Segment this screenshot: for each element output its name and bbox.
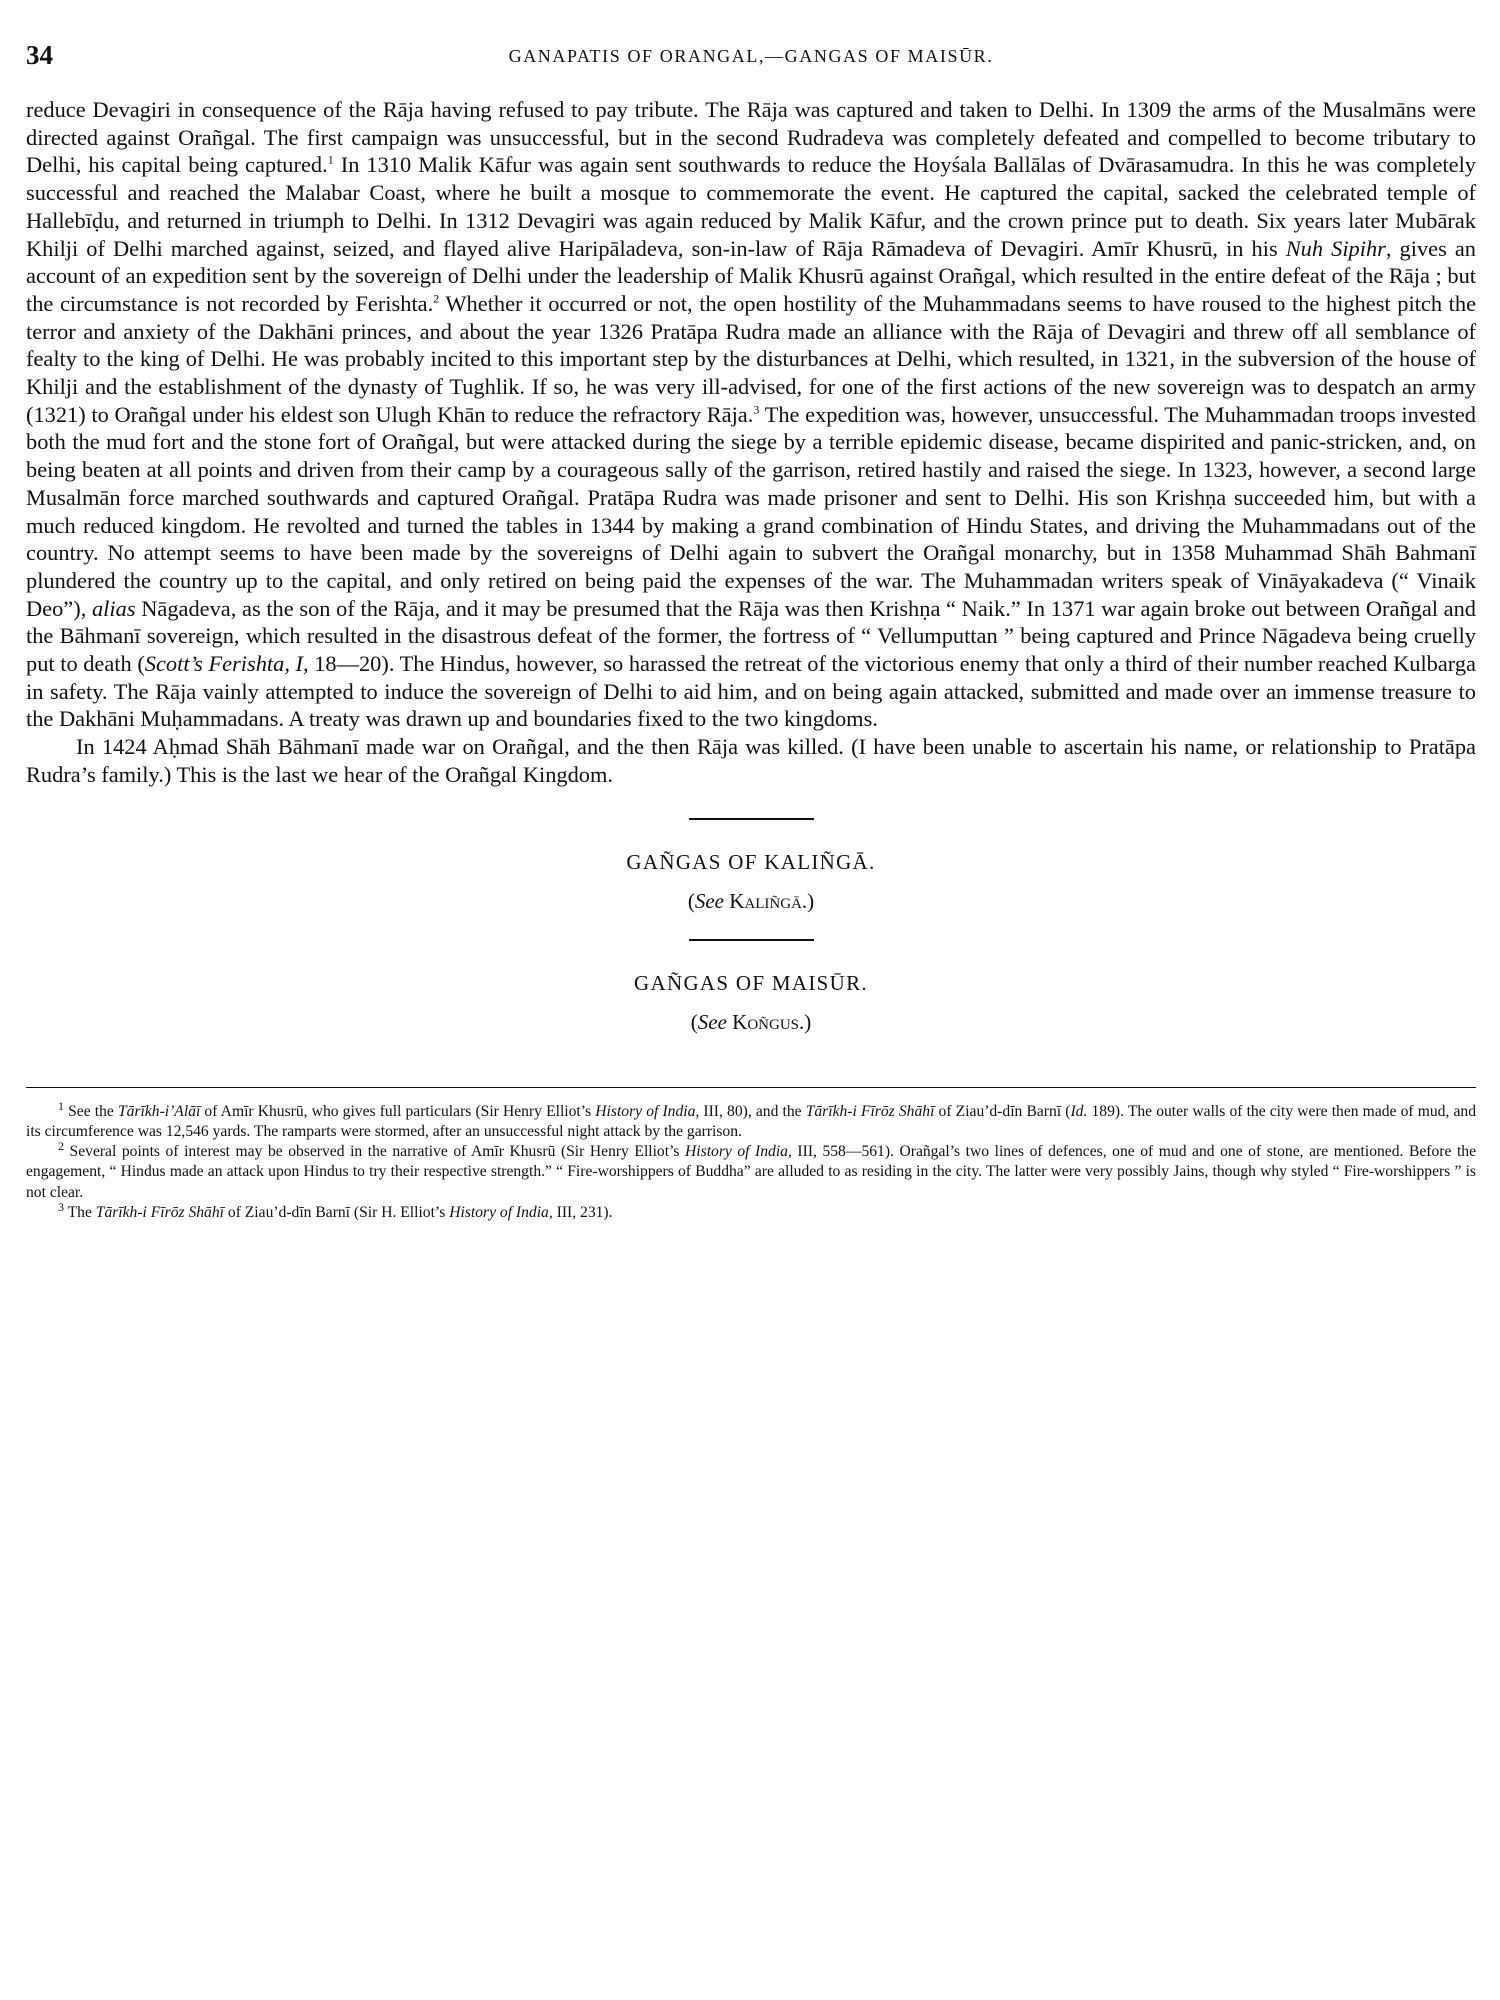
- footnote-1: [26, 1098, 1476, 1143]
- footnote-ref-3: 3: [753, 402, 760, 417]
- see-target: Kaliñgā: [729, 888, 802, 913]
- footnote-mark: 1: [58, 1098, 64, 1113]
- section-title-gangas-of-maisur: GAÑGAS OF MAISŪR.: [634, 970, 868, 995]
- footnote-text: 189). The outer walls of the city were then made of mud, and its circumference was 12,546 yards. The ramparts were stormed, after an unsuccessful night attack by the garrison.: [26, 1102, 1476, 1140]
- running-title: GANAPATIS OF ORANGAL,—GANGAS OF MAISŪR.: [508, 46, 994, 66]
- paragraph-1-text-c: , gives an account of an expedition sent by the sovereign of Delhi under the leadership of Malik Khusrū against Orañgal, which resulted in the entire defeat of the Rāja ; but the circumstance is not recorded by Ferishta.: [26, 235, 1476, 316]
- footnote-mark: 3: [58, 1199, 64, 1214]
- see-word: See: [694, 888, 724, 913]
- see-word: See: [697, 1009, 727, 1034]
- footnote-text: of Ziau’d-dīn Barnī (Sir H. Elliot’s: [224, 1204, 450, 1222]
- paragraph-1: [26, 96, 1476, 733]
- footnote-italic: Id.: [1070, 1102, 1088, 1120]
- see-reference-kalinga: (See Kaliñgā.): [687, 888, 815, 913]
- footnote-text: See the: [64, 1102, 118, 1120]
- footnote-text: of Ziau’d-dīn Barnī (: [934, 1102, 1071, 1120]
- section-title-gangas-of-kalinga: GAÑGAS OF KALIÑGĀ.: [626, 849, 876, 874]
- see-target: Koñgus: [732, 1009, 799, 1034]
- footnote-italic: Tārīkh-i Fīrōz Shāhī: [805, 1102, 935, 1120]
- paragraph-1-text-a: reduce Devagiri in consequence of the Rāja having refused to pay tribute. The Rāja was captured and taken to Delhi. In 1309 the arms of the Musalmāns were directed against Orañgal. The first campaign was unsuccessful, but in the second Rudradeva was completely defeated and compelled to become tributary to Delhi, his capital being captured.: [26, 97, 1476, 178]
- paragraph-1-text-b: In 1310 Malik Kāfur was again sent southwards to reduce the Hoyśala Ballālas of Dvārasamudra. In this he was completely successful and reached the Malabar Coast, where he built a mosque to commemorate the event. He captured the capital, sacked the celebrated temple of Hallebīḍu, and returned in triumph to Delhi. In 1312 Devagiri was again reduced by Malik Kāfur, and the crown prince put to death. Six years later Mubārak Khilji of Delhi marched against, seized, and flayed alive Haripāladeva, son-in-law of Rāja Rāmadeva of Devagiri. Amīr Khusrū, in his: [26, 152, 1476, 261]
- page-number: 34: [26, 40, 53, 70]
- footnote-text: of Amīr Khusrū, who gives full particulars (Sir Henry Elliot’s: [200, 1102, 596, 1120]
- citation-scotts-ferishta: Scott’s Ferishta, I,: [144, 651, 309, 677]
- see-reference-kongus: (See Koñgus.): [690, 1009, 812, 1034]
- paragraph-1-text-d: Whether it occurred or not, the open hostility of the Muhammadans seems to have roused to the highest pitch the terror and anxiety of the Dakhāni princes, and about the year 1326 Pratāpa Rudra made an alliance with the Rāja of Devagiri and threw off all semblance of fealty to the king of Delhi. He was probably incited to this important step by the disturbances at Delhi, which resulted, in 1321, in the subversion of the house of Khilji and the establishment of the dynasty of Tughlik. If so, he was very ill-advised, for one of the first actions of the new sovereign was to despatch an army (1321) to Orañgal under his eldest son Ulugh Khān to reduce the refractory Rāja.: [26, 290, 1477, 427]
- footnote-italic: Tārīkh-i Fīrōz Shāhī: [95, 1204, 224, 1222]
- see-close: .): [799, 1009, 812, 1034]
- see-close: .): [801, 888, 815, 913]
- book-page: [26, 0, 1476, 2000]
- footnotes: [26, 1098, 1477, 1224]
- footnote-2: [26, 1138, 1477, 1203]
- footnote-rule: [26, 1087, 1476, 1088]
- paragraph-1-text-f: Nāgadeva, as the son of the Rāja, and it may be presumed that the Rāja was then Krishṇa “ Naik.” In 1371 war again broke out between Orañgal and the Bāhmanī sovereign, which resulted in the disastrous defeat of the former, the fortress of “ Vellumputtan ” being captured and Prince Nāgadeva being cruelly put to death (: [26, 595, 1476, 677]
- title-nuh-sipihr: Nuh Sipihr: [1285, 235, 1386, 261]
- paragraph-2: In 1424 Aḥmad Shāh Bāhmanī made war on Orañgal, and the then Rāja was killed. (I have been unable to ascertain his name, or relationship to Pratāpa Rudra’s family.) This is the last we hear of the Orañgal Kingdom.: [26, 734, 1476, 787]
- footnote-text: The: [64, 1204, 96, 1222]
- footnote-text: III, 80), and the: [699, 1102, 806, 1120]
- footnote-mark: 2: [58, 1138, 64, 1153]
- running-head: [26, 40, 1476, 96]
- paragraph-1-text-e: The expedition was, however, unsuccessful. The Muhammadan troops invested both the mud fort and the stone fort of Orañgal, but were attacked during the siege by a terrible epidemic disease, became dispirited and panic-stricken, and, on being beaten at all points and driven from their camp by a courageous sally of the garrison, retired hastily and raised the siege. In 1323, however, a second large Musalmān force marched southwards and captured Orañgal. Pratāpa Rudra was made prisoner and sent to Delhi. His son Krishṇa succeeded him, but with a much reduced kingdom. He revolted and turned the tables in 1344 by making a grand combination of Hindu States, and driving the Muhammadans out of the country. No attempt seems to have been made by the sovereigns of Delhi again to subvert the Orañgal monarchy, but in 1358 Muhammad Shāh Bahmanī plundered the country up to the capital, and only retired on being paid the expenses of the war. The Muhammadan writers speak of Vināyakadeva (“ Vinaik Deo”),: [26, 401, 1476, 621]
- footnote-text: III, 231).: [552, 1204, 613, 1222]
- section-divider: [689, 818, 814, 820]
- footnote-text: III, 558—561). Orañgal’s two lines of defences, one of mud and one of stone, are mentioned. Before the engagement, “ Hindus made an attack upon Hindus to try their respective strength.” “ Fire-worshippers of Buddha” are alluded to as residing in the city. The latter were very possibly Jains, though why styled “ Fire-worshippers ” is not clear.: [26, 1143, 1477, 1201]
- footnote-italic: History of India,: [685, 1143, 792, 1161]
- footnote-text: Several points of interest may be observed in the narrative of Amīr Khusrū (Sir Henry Elliot’s: [64, 1143, 686, 1161]
- footnote-ref-1: 1: [327, 152, 334, 167]
- paragraph-1-text-g: 18—20). The Hindus, however, so harassed the retreat of the victorious enemy that only a third of their number reached Kulbarga in safety. The Rāja vainly attempted to induce the sovereign of Delhi to aid him, and on being again attacked, submitted and made over an immense treasure to the Dakhāni Muḥammadans. A treaty was drawn up and boundaries fixed to the two kingdoms.: [26, 651, 1476, 732]
- body-text: [26, 96, 1476, 789]
- footnote-ref-2: 2: [433, 291, 440, 306]
- footnote-3: [26, 1199, 1476, 1223]
- footnote-italic: History of India,: [449, 1204, 553, 1222]
- footnote-italic: History of India,: [595, 1102, 700, 1120]
- section-divider: [689, 939, 814, 941]
- footnote-italic: Tārīkh-i’Alāī: [117, 1102, 201, 1120]
- word-alias: alias: [91, 595, 136, 621]
